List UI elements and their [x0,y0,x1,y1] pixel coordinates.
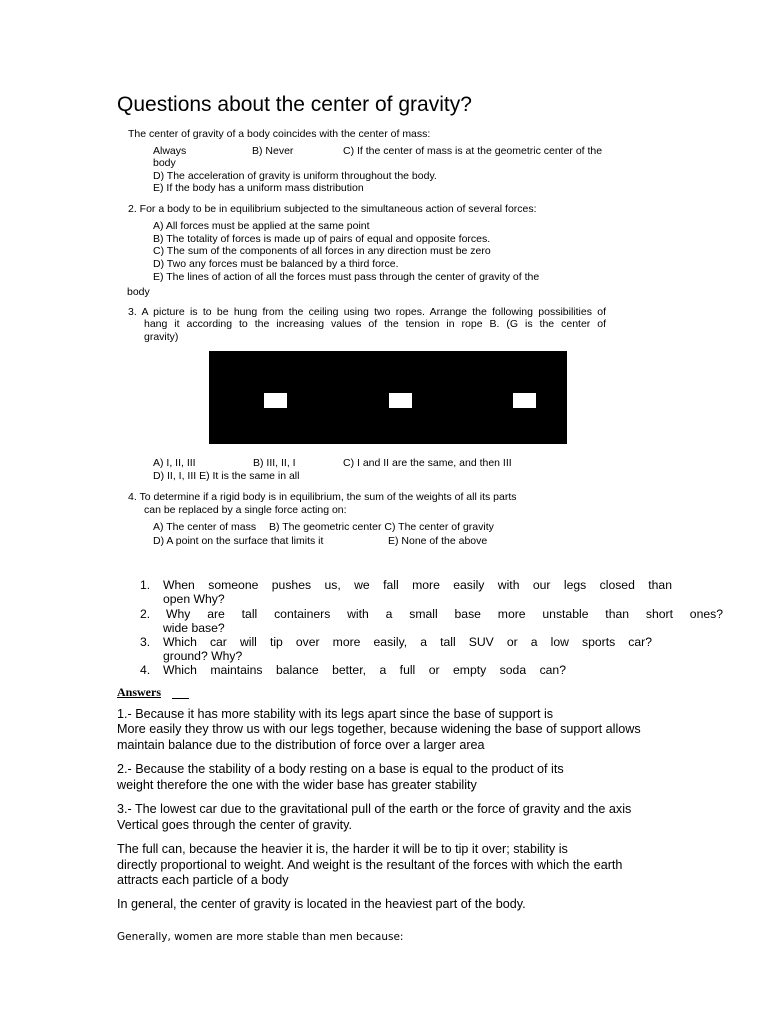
q1-option-d: D) The acceleration of gravity is uniform throughout the body. [153,170,437,182]
list-item-number: 3. [140,635,151,649]
page-title: Questions about the center of gravity? [117,93,472,116]
q2-option-a: A) All forces must be applied at the same point [153,220,370,232]
q3-line-1: 3. A picture is to be hung from the ceiling using two ropes. Arrange the following possibilities of [128,306,606,318]
general-statement: In general, the center of gravity is located in the heaviest part of the body. [117,897,526,911]
list-item-line-1: Which maintains balance better, a full or empty soda can? [163,663,566,677]
q2-option-e-continued: body [127,286,150,298]
list-item-line-1: Why are tall containers with a small base more unstable than short ones? [166,607,723,621]
list-item-line-1: When someone pushes us, we fall more easily with our legs closed than [163,578,672,592]
answer-4-line-1: The full can, because the heavier it is, the harder it will be to tip it over; stability is [117,842,568,856]
answer-4-line-3: attracts each particle of a body [117,873,289,887]
q2-stem: 2. For a body to be in equilibrium subjected to the simultaneous action of several forces: [128,203,537,215]
list-item-number: 2. [140,607,151,621]
list-item-line-2: open Why? [163,592,225,606]
picture-marker-1 [264,393,287,408]
list-item-number: 4. [140,663,151,677]
q4-option-bc: B) The geometric center C) The center of gravity [269,521,494,533]
q1-option-e: E) If the body has a uniform mass distribution [153,182,364,194]
q3-option-a: A) I, II, III [153,457,196,469]
q1-option-c-continued: body [153,157,176,169]
picture-marker-3 [513,393,536,408]
q1-option-a: Always [153,145,187,157]
q4-line-1: 4. To determine if a rigid body is in equilibrium, the sum of the weights of all its parts [128,491,517,503]
list-item-number: 1. [140,578,151,592]
list-item-line-1: Which car will tip over more easily, a tall SUV or a low sports car? [163,635,652,649]
q3-option-c: C) I and II are the same, and then III [343,457,512,469]
answer-2-line-1: 2.- Because the stability of a body resting on a base is equal to the product of its [117,762,564,776]
q3-line-2: hang it according to the increasing values of the tension in rope B. (G is the center of [144,318,606,330]
picture-marker-2 [389,393,412,408]
q3-option-de: D) II, I, III E) It is the same in all [153,470,300,482]
answer-3-line-2: Vertical goes through the center of gravity. [117,818,352,832]
q1-stem: The center of gravity of a body coincides with the center of mass: [128,128,431,140]
q2-option-e: E) The lines of action of all the forces must pass through the center of gravity of the [153,271,540,283]
hanging-picture-image [209,351,567,444]
q3-line-3: gravity) [144,331,179,343]
q2-option-d: D) Two any forces must be balanced by a third force. [153,258,399,270]
answer-1-line-3: maintain balance due to the distribution of force over a larger area [117,738,485,752]
q2-option-c: C) The sum of the components of all forces in any direction must be zero [153,245,491,257]
list-item-line-2: ground? Why? [163,649,243,663]
answers-heading: Answers [117,685,161,699]
list-item-line-2: wide base? [163,621,225,635]
answer-3-line-1: 3.- The lowest car due to the gravitational pull of the earth or the force of gravity and the axis [117,802,632,816]
q1-option-b: B) Never [252,145,294,157]
q4-option-a: A) The center of mass [153,521,257,533]
footer-question: Generally, women are more stable than men because: [117,931,404,943]
q4-line-2: can be replaced by a single force acting on: [144,504,347,516]
answer-1-line-2: More easily they throw us with our legs together, because widening the base of support allows [117,722,641,736]
q4-option-e: E) None of the above [388,535,488,547]
q2-option-b: B) The totality of forces is made up of pairs of equal and opposite forces. [153,233,491,245]
answers-underline [172,698,189,699]
q3-option-b: B) III, II, I [253,457,296,469]
answer-1-line-1: 1.- Because it has more stability with its legs apart since the base of support is [117,707,554,721]
answer-4-line-2: directly proportional to weight. And weight is the resultant of the forces with which the earth [117,858,623,872]
q4-option-d: D) A point on the surface that limits it [153,535,324,547]
answer-2-line-2: weight therefore the one with the wider base has greater stability [117,778,477,792]
q1-option-c: C) If the center of mass is at the geometric center of the [343,145,603,157]
